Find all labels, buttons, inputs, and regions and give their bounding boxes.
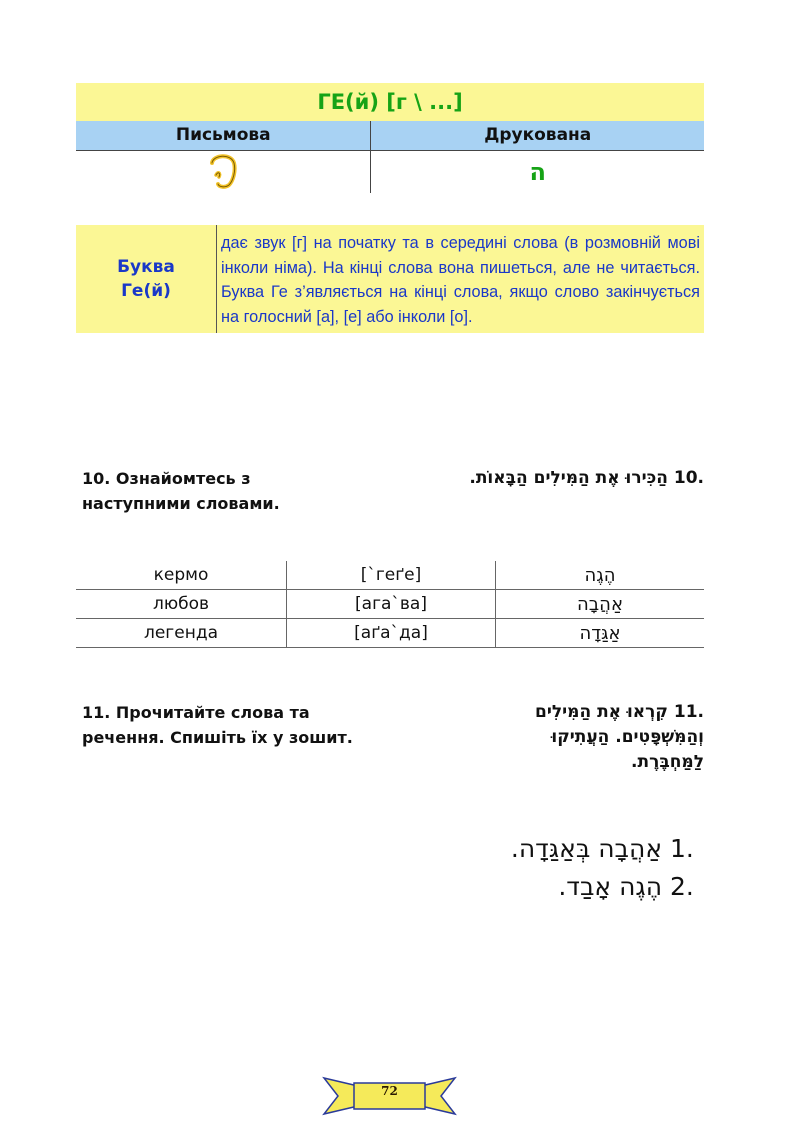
table-row	[76, 619, 704, 648]
cursive-letter-image	[76, 151, 371, 194]
cursive-column-header: Письмова	[76, 121, 371, 151]
exercise-11-title-he-line3: לַמַּחְבֶּרֶת.	[631, 752, 704, 772]
word-translit: [аґа`да]	[287, 619, 496, 648]
exercise-11-title-he-line1: .11 קִרְאוּ אֶת הַמִּילִים	[535, 702, 704, 722]
letter-info-box	[76, 225, 704, 333]
letter-card	[76, 83, 704, 193]
word-he: הֶגֶה	[496, 561, 705, 590]
exercise-10-title-uk: 10. Ознайомтесь з наступними словами.	[82, 469, 280, 513]
sentence-number: 2.	[670, 872, 694, 901]
print-column-header: Друкована	[371, 121, 704, 151]
word-uk: легенда	[76, 619, 287, 648]
sentence-text: הֶגֶה אָבַד.	[558, 872, 663, 901]
word-uk: любов	[76, 590, 287, 619]
word-he: אַהֲבָה	[496, 590, 705, 619]
word-translit: [ага`ва]	[287, 590, 496, 619]
list-item	[511, 868, 704, 906]
print-he-glyph: ה	[529, 158, 546, 186]
letter-title: ГЕ(й) [г \ ...]	[76, 83, 704, 121]
info-text: дає звук [г] на початку та в середині слова (в розмовній мові інколи німа). На кінці слова вона пишеться, але не читається. Буква Ге з’являється на кінці слова, якщо слово закінчується на голосний [а], [е] або інколи [о].	[217, 225, 705, 333]
print-letter	[371, 151, 704, 194]
info-label-line2: Ге(й)	[121, 281, 171, 301]
sentence-number: 1.	[670, 834, 694, 863]
word-uk: кермо	[76, 561, 287, 590]
info-label-line1: Буква	[117, 257, 175, 277]
info-label	[76, 225, 217, 333]
word-he: אַגַּדָה	[496, 619, 705, 648]
list-item	[511, 830, 704, 868]
word-translit: [`геґе]	[287, 561, 496, 590]
exercise-10-title-he: .10 הַכִּירוּ אֶת הַמִּילִים הַבָּאוֹת.	[469, 468, 704, 488]
sentence-list	[511, 830, 704, 906]
page-number-badge	[322, 1074, 457, 1116]
words-table	[76, 561, 704, 648]
exercise-11-title-he	[404, 700, 704, 775]
table-row	[76, 590, 704, 619]
sentence-text: אַהֲבָה בְּאַגַּדָה.	[510, 834, 663, 863]
cursive-he-icon	[203, 151, 243, 189]
exercise-11-title-he-line2: וְהַמִּשְׁפָּטִים. הַעֲתִיקוּ	[551, 727, 704, 747]
exercise-11-title-uk: 11. Прочитайте слова та речення. Спишіть їх у зошит.	[82, 703, 353, 747]
page-number: 72	[381, 1084, 398, 1098]
table-row	[76, 561, 704, 590]
